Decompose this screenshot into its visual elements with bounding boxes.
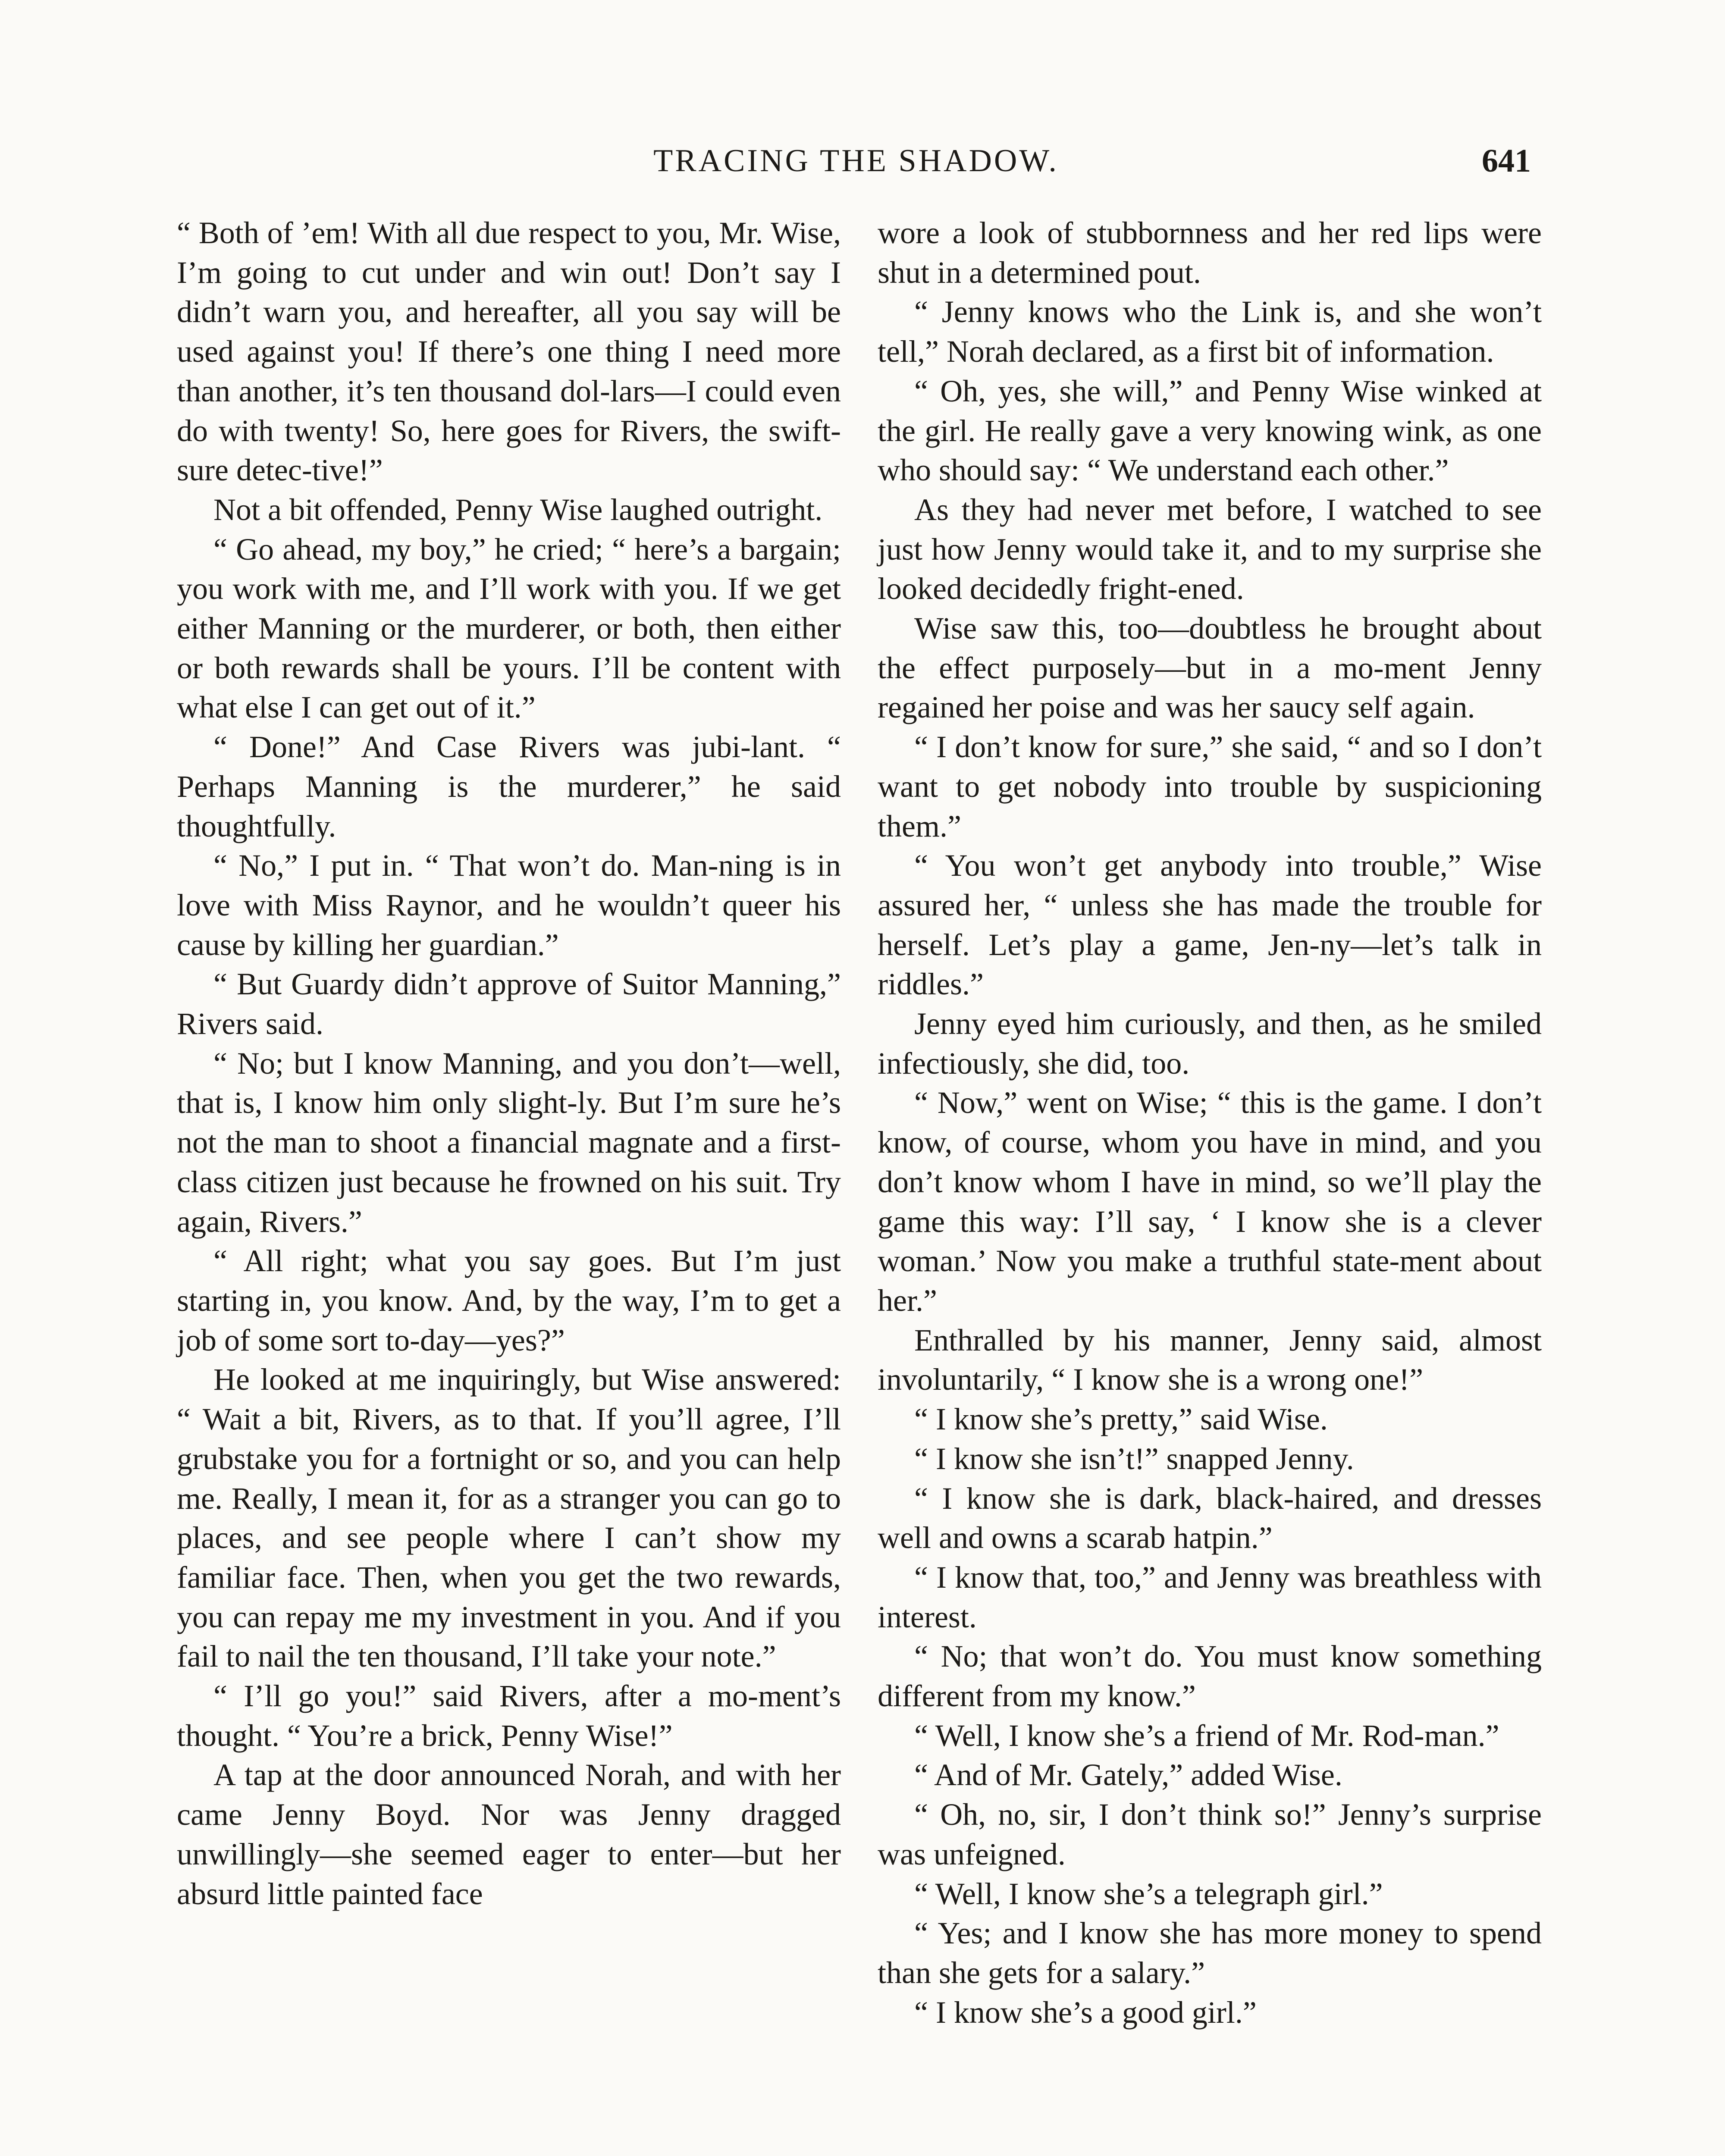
paragraph: “ Oh, yes, she will,” and Penny Wise winked at the girl. He really gave a very knowing wink, as one who should say: “ We understand each other.” (878, 373, 1542, 488)
paragraph: “ You won’t get anybody into trouble,” Wise assured her, “ unless she has made the trouble for herself. Let’s play a game, Jen-ny—let’s talk in riddles.” (878, 848, 1542, 1002)
paragraph: “ All right; what you say goes. But I’m just starting in, you know. And, by the way, I’m to get a job of some sort to-day—yes?” (177, 1244, 841, 1357)
paragraph: Jenny eyed him curiously, and then, as he smiled infectiously, she did, too. (878, 1006, 1542, 1081)
paragraph: “ Well, I know she’s a telegraph girl.” (914, 1876, 1383, 1911)
paragraph: “ Go ahead, my boy,” he cried; “ here’s a bargain; you work with me, and I’ll work with you. If we get either Manning or the murderer, or both, then either or both rewards shall be yours. I’ll be content with what else I can get out of it.” (177, 532, 841, 725)
paragraph: A tap at the door announced Norah, and with her came Jenny Boyd. Nor was Jenny dragged unwillingly—she seemed eager to enter—but her absurd little painted face (177, 1758, 841, 1911)
paragraph: “ No; but I know Manning, and you don’t—well, that is, I know him only slight-ly. But I’m sure he’s not the man to shoot a financial magnate and a first-class citizen just because he frowned on his suit. Try again, Rivers.” (177, 1046, 841, 1239)
left-text-column (177, 213, 841, 1914)
paragraph: “ Jenny knows who the Link is, and she won’t tell,” Norah declared, as a first bit of information. (878, 295, 1542, 369)
right-text-column (878, 213, 1542, 2032)
paragraph: wore a look of stubbornness and her red lips were shut in a determined pout. (878, 216, 1542, 290)
paragraph: “ I know that, too,” and Jenny was breathless with interest. (878, 1560, 1542, 1634)
paragraph: He looked at me inquiringly, but Wise answered: “ Wait a bit, Rivers, as to that. If you’ll agree, I’ll grubstake you for a fortnight or so, and you can help me. Really, I mean it, for as a stranger you can go to places, and see people where I can’t show my familiar face. Then, when you get the two rewards, you can repay me my investment in you. And if you fail to nail the ten thousand, I’ll take your note.” (177, 1362, 841, 1674)
paragraph: “ I know she’s pretty,” said Wise. (914, 1402, 1328, 1437)
paragraph: “ I know she is dark, black-haired, and dresses well and owns a scarab hatpin.” (878, 1481, 1542, 1555)
paragraph: “ No; that won’t do. You must know something different from my know.” (878, 1639, 1542, 1714)
paragraph: “ No,” I put in. “ That won’t do. Man-ning is in love with Miss Raynor, and he wouldn’t queer his cause by killing her guardian.” (177, 848, 841, 962)
paragraph: “ But Guardy didn’t approve of Suitor Manning,” Rivers said. (177, 967, 841, 1041)
paragraph: Not a bit offended, Penny Wise laughed outright. (213, 492, 823, 527)
paragraph: “ Yes; and I know she has more money to spend than she gets for a salary.” (878, 1916, 1542, 1990)
page-header (177, 137, 1535, 185)
paragraph: “ Both of ’em! With all due respect to you, Mr. Wise, I’m going to cut under and win out! Don’t say I didn’t warn you, and hereafter, all you say will be used against you! If there’s one thing I need more than another, it’s ten thousand dol-lars—I could even do with twenty! So, here goes for Rivers, the swift-sure detec-tive!” (177, 216, 841, 488)
paragraph: Wise saw this, too—doubtless he brought about the effect purposely—but in a mo-ment Jenny regained her poise and was her saucy self again. (878, 611, 1542, 725)
paragraph: “ Done!” And Case Rivers was jubi-lant. “ Perhaps Manning is the murderer,” he said thoughtfully. (177, 730, 841, 843)
paragraph: “ I know she’s a good girl.” (914, 1995, 1257, 2030)
page-number: 641 (1482, 143, 1531, 179)
paragraph: “ Well, I know she’s a friend of Mr. Rod-man.” (914, 1718, 1499, 1753)
paragraph: “ Now,” went on Wise; “ this is the game. I don’t know, of course, whom you have in mind, and you don’t know whom I have in mind, so we’ll play the game this way: I’ll say, ‘ I know she is a clever woman.’ Now you make a truthful state-ment about her.” (878, 1085, 1542, 1318)
running-title: TRACING THE SHADOW. (653, 143, 1059, 179)
paragraph: Enthralled by his manner, Jenny said, almost involuntarily, “ I know she is a wrong one!” (878, 1322, 1542, 1397)
paragraph: “ I know she isn’t!” snapped Jenny. (914, 1441, 1354, 1476)
paragraph: “ Oh, no, sir, I don’t think so!” Jenny’s surprise was unfeigned. (878, 1797, 1542, 1871)
paragraph: “ And of Mr. Gately,” added Wise. (914, 1758, 1342, 1792)
paragraph: As they had never met before, I watched to see just how Jenny would take it, and to my surprise she looked decidedly fright-ened. (878, 492, 1542, 606)
paragraph: “ I don’t know for sure,” she said, “ and so I don’t want to get nobody into trouble by suspicioning them.” (878, 730, 1542, 843)
paragraph: “ I’ll go you!” said Rivers, after a mo-ment’s thought. “ You’re a brick, Penny Wise!” (177, 1679, 841, 1753)
